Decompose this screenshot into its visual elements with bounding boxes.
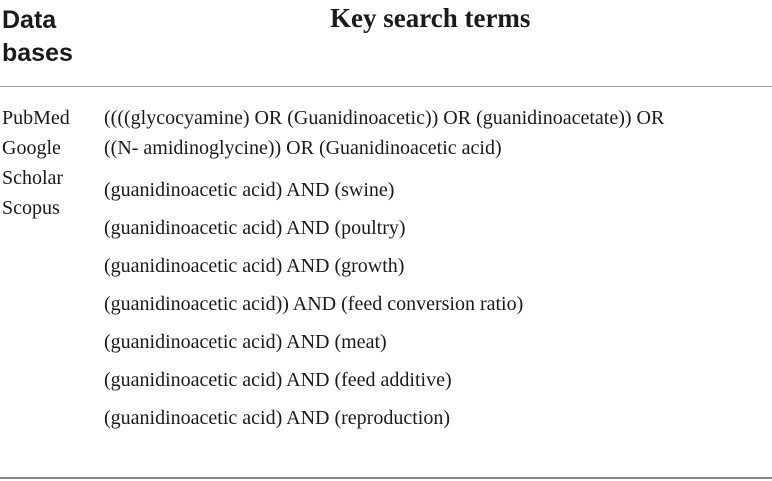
header-databases-line2: bases xyxy=(2,39,73,67)
search-terms-cell xyxy=(104,103,772,437)
search-term-row: (guanidinoacetic acid)) AND (feed conversion ratio) xyxy=(104,293,524,315)
database-google: Google xyxy=(2,137,61,159)
search-term-row xyxy=(104,103,772,163)
databases-cell xyxy=(2,103,102,223)
search-term-line: ((((glycocyamine) OR (Guanidinoacetic)) OR (guanidinoacetate)) OR xyxy=(104,107,665,129)
header-key-search-terms: Key search terms xyxy=(330,3,531,33)
search-term-row: (guanidinoacetic acid) AND (feed additive) xyxy=(104,369,452,391)
search-term-row: (guanidinoacetic acid) AND (meat) xyxy=(104,331,387,353)
search-term-line: ((N- amidinoglycine)) OR (Guanidinoacetic acid) xyxy=(104,137,502,159)
database-scholar: Scholar xyxy=(2,167,64,189)
header-databases xyxy=(2,4,112,70)
search-term-row: (guanidinoacetic acid) AND (poultry) xyxy=(104,217,406,239)
search-term-row: (guanidinoacetic acid) AND (growth) xyxy=(104,255,405,277)
search-term-row: (guanidinoacetic acid) AND (swine) xyxy=(104,179,395,201)
header-divider xyxy=(0,86,772,87)
table-header xyxy=(0,0,772,86)
database-scopus: Scopus xyxy=(2,197,60,219)
search-term-row: (guanidinoacetic acid) AND (reproduction) xyxy=(104,407,450,429)
header-databases-line1: Data xyxy=(2,6,57,34)
database-pubmed: PubMed xyxy=(2,107,70,129)
table-bottom-rule xyxy=(0,477,772,479)
